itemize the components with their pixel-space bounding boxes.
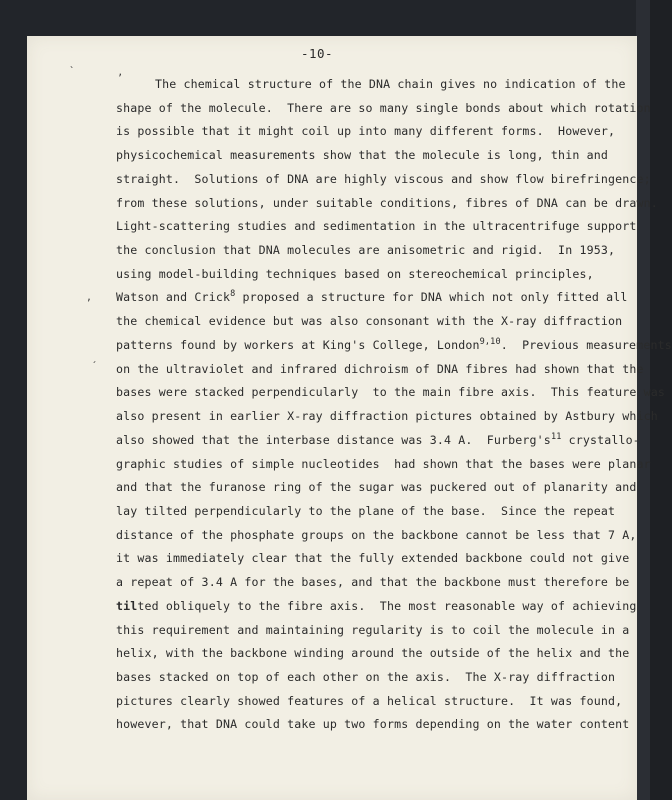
text-line: helix, with the backbone winding around the outside of the helix and the <box>116 646 630 661</box>
text-line: the conclusion that DNA molecules are anisometric and rigid. In 1953, <box>116 243 616 258</box>
page-number: -10- <box>300 46 334 61</box>
margin-mark: ` <box>69 66 76 77</box>
text-line: The chemical structure of the DNA chain gives no indication of the <box>155 77 626 91</box>
reference-superscript: 9,10 <box>479 336 501 347</box>
text-line: a repeat of 3.4 A for the bases, and that the backbone must therefore be <box>116 575 630 590</box>
text-line: on the ultraviolet and infrared dichroism of DNA fibres had shown that the <box>116 361 644 376</box>
text-line: also present in earlier X-ray diffraction pictures obtained by Astbury which <box>116 409 658 424</box>
text-line: and that the furanose ring of the sugar was puckered out of planarity and <box>116 480 637 495</box>
text-line: distance of the phosphate groups on the backbone cannot be less that 7 A, <box>116 527 637 542</box>
scanner-edge <box>636 0 650 800</box>
text-line: bases stacked on top of each other on the axis. The X-ray diffraction <box>116 670 616 684</box>
text-line: using model-building techniques based on stereochemical principles, <box>116 266 594 281</box>
text-line: bases were stacked perpendicularly to the main fibre axis. This feature was <box>116 385 666 400</box>
overtyped-text: til <box>116 598 138 613</box>
text-line: pictures clearly showed features of a helical structure. It was found, <box>116 693 623 708</box>
text-line: Light-scattering studies and sedimentation in the ultracentrifuge support <box>116 219 637 234</box>
text-line: patterns found by workers at King's College, London$^{9,10}$. Previous measurements <box>116 336 672 352</box>
text-line: is possible that it might coil up into many different forms. However, <box>116 124 616 139</box>
text-line: graphic studies of simple nucleotides had shown that the bases were planar <box>116 456 651 471</box>
text-line: physicochemical measurements show that the molecule is long, thin and <box>116 148 608 163</box>
text-line: straight. Solutions of DNA are highly viscous and show flow birefringence; <box>116 171 651 186</box>
text-line: lay tilted perpendicularly to the plane of the base. Since the repeat <box>116 503 616 518</box>
text-line: however, that DNA could take up two forms depending on the water content <box>116 717 630 732</box>
text-line: also showed that the interbase distance was 3.4 A. $Furberg's^{11}$ crystallo- <box>116 431 640 447</box>
typed-text-body <box>27 36 672 800</box>
margin-mark: ´ <box>91 361 98 372</box>
text-line: Watson and Crick$^8$ proposed a structure for DNA which not only fitted all <box>116 289 628 305</box>
text-line: shape of the molecule. There are so many single bonds about which rotation <box>116 100 651 115</box>
text-line: from these solutions, under suitable conditions, fibres of DNA can be drawn. <box>116 195 658 210</box>
text-line: the chemical evidence but was also consonant with the X-ray diffraction <box>116 314 623 329</box>
text-line: this requirement and maintaining regularity is to coil the molecule in a <box>116 622 630 637</box>
reference-superscript: 11 <box>550 431 562 442</box>
paper-sheet <box>27 36 672 800</box>
text-line: tilted obliquely to the fibre axis. The most reasonable way of achieving <box>116 598 637 613</box>
reference-superscript: 8 <box>230 289 236 300</box>
margin-mark: ʼ <box>117 73 124 84</box>
margin-mark: , <box>86 292 93 303</box>
text-line: it was immediately clear that the fully extended backbone could not give <box>116 551 630 566</box>
